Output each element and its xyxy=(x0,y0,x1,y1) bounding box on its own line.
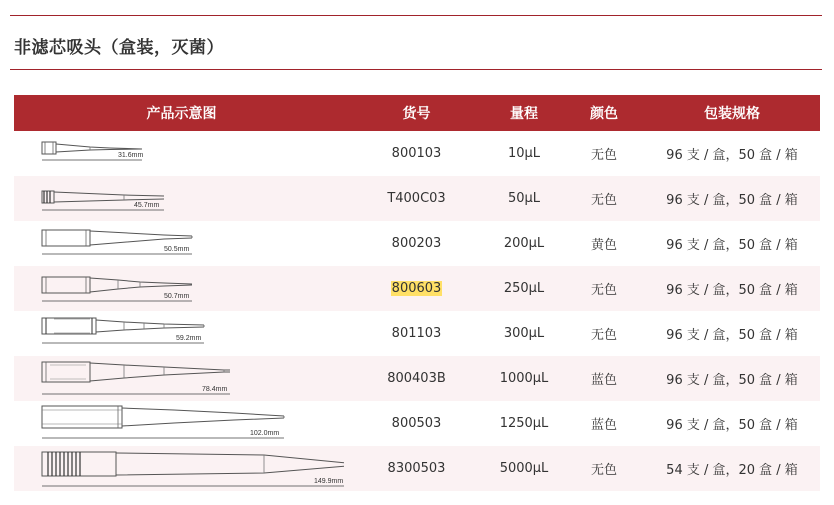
catalog-number: 801103 xyxy=(391,326,442,341)
pipette-tip-200ul-icon xyxy=(14,222,344,266)
tip-color: 无色 xyxy=(564,446,644,491)
volume-range: 10µL xyxy=(507,146,541,161)
tip-illustration-cell xyxy=(14,176,349,221)
pipette-tip-250ul-icon xyxy=(14,267,344,311)
packaging-spec: 96 支 / 盒，50 盒 / 箱 xyxy=(666,148,798,163)
page-title: 非滤芯吸头（盒装，灭菌） xyxy=(14,38,224,58)
header-packaging: 包装规格 xyxy=(644,95,820,131)
volume-range: 5000µL xyxy=(484,446,564,491)
pipette-tip-1000ul-icon xyxy=(14,357,344,401)
catalog-number: 8300503 xyxy=(349,446,484,491)
volume-range: 250µL xyxy=(484,266,564,311)
tip-illustration-cell xyxy=(14,401,349,446)
volume-range: 300µL xyxy=(503,326,545,341)
tip-illustration-cell xyxy=(14,311,349,356)
table-row xyxy=(14,401,820,446)
tip-length-label: 149.9mm xyxy=(314,477,344,485)
header-volume: 量程 xyxy=(484,95,564,131)
tip-illustration-cell xyxy=(14,131,349,176)
tip-length-label: 50.5mm xyxy=(164,245,190,253)
volume-range: 1250µL xyxy=(499,416,549,431)
packaging-spec: 96 支 / 盒，50 盒 / 箱 xyxy=(644,176,820,221)
packaging-spec: 96 支 / 盒，50 盒 / 箱 xyxy=(666,328,798,343)
tip-length-label: 45.7mm xyxy=(134,201,160,209)
packaging-spec: 96 支 / 盒，50 盒 / 箱 xyxy=(666,238,798,253)
product-table xyxy=(14,95,820,491)
table-row xyxy=(14,311,820,356)
tip-length-label: 31.6mm xyxy=(118,151,144,159)
tip-color: 无色 xyxy=(590,148,617,163)
catalog-number: 800103 xyxy=(391,146,442,161)
pipette-tip-5000ul-icon xyxy=(14,447,344,491)
table-header-row xyxy=(14,95,820,131)
pipette-tip-300ul-icon xyxy=(14,312,344,356)
packaging-spec: 54 支 / 盒，20 盒 / 箱 xyxy=(644,446,820,491)
pipette-tip-10ul-icon xyxy=(14,132,344,176)
table-row xyxy=(14,131,820,176)
tip-color: 无色 xyxy=(564,176,644,221)
tip-length-label: 102.0mm xyxy=(250,429,280,437)
pipette-tip-1250ul-icon xyxy=(14,402,344,446)
tip-length-label: 50.7mm xyxy=(164,292,190,300)
catalog-number: 800403B xyxy=(349,356,484,401)
title-underline xyxy=(10,69,822,70)
tip-color: 黄色 xyxy=(590,238,617,253)
volume-range: 50µL xyxy=(484,176,564,221)
tip-illustration-cell xyxy=(14,221,349,266)
packaging-spec: 96 支 / 盒，50 盒 / 箱 xyxy=(644,356,820,401)
catalog-number: T400C03 xyxy=(349,176,484,221)
catalog-number xyxy=(349,266,484,311)
volume-range: 200µL xyxy=(503,236,545,251)
tip-illustration-cell xyxy=(14,446,349,491)
packaging-spec: 96 支 / 盒，50 盒 / 箱 xyxy=(644,266,820,311)
tip-color: 蓝色 xyxy=(564,356,644,401)
table-row xyxy=(14,221,820,266)
catalog-number: 800503 xyxy=(391,416,442,431)
tip-color: 无色 xyxy=(564,266,644,311)
tip-illustration-cell xyxy=(14,266,349,311)
table-row xyxy=(14,446,820,491)
top-rule xyxy=(10,15,822,16)
tip-color: 蓝色 xyxy=(590,418,617,433)
table-row xyxy=(14,266,820,311)
header-catalog: 货号 xyxy=(349,95,484,131)
pipette-tip-50ul-icon xyxy=(14,177,344,221)
volume-range: 1000µL xyxy=(484,356,564,401)
tip-length-label: 59.2mm xyxy=(176,334,202,342)
tip-color: 无色 xyxy=(590,328,617,343)
header-color: 颜色 xyxy=(564,95,644,131)
tip-illustration-cell xyxy=(14,356,349,401)
table-row xyxy=(14,356,820,401)
highlighted-catalog: 800603 xyxy=(391,281,442,296)
header-image: 产品示意图 xyxy=(14,95,349,131)
tip-length-label: 78.4mm xyxy=(202,385,228,393)
catalog-number: 800203 xyxy=(391,236,442,251)
packaging-spec: 96 支 / 盒，50 盒 / 箱 xyxy=(666,418,798,433)
table-row xyxy=(14,176,820,221)
